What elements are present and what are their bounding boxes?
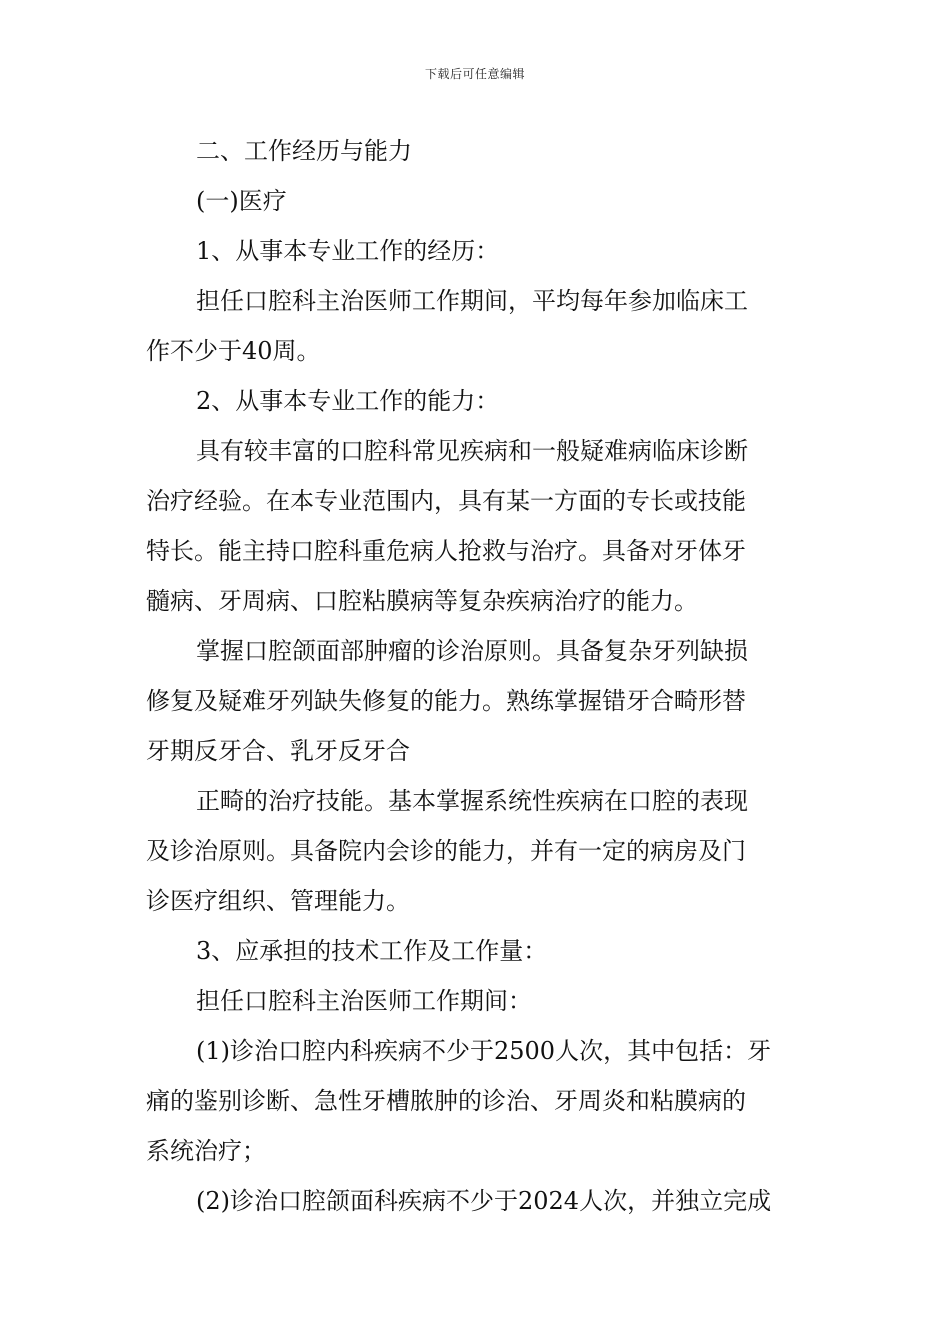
page-header: 下载后可任意编辑	[424, 67, 525, 81]
item3-intro: 担任口腔科主治医师工作期间：	[196, 987, 532, 1015]
item1-text-line: 作不少于40周。	[146, 337, 321, 365]
item2-text-line: 特长。能主持口腔科重危病人抢救与治疗。具备对牙体牙	[146, 537, 746, 565]
subsection-heading: (一)医疗	[196, 187, 287, 215]
item3-title: 3、应承担的技术工作及工作量：	[196, 937, 548, 965]
item3-text-line: 系统治疗；	[146, 1137, 266, 1165]
item3-text-line: (2)诊治口腔颌面科疾病不少于2024人次，并独立完成	[196, 1187, 772, 1215]
item2-text-line: 具有较丰富的口腔科常见疾病和一般疑难病临床诊断	[196, 437, 748, 465]
item2-text-line: 牙期反牙合、乳牙反牙合	[146, 737, 410, 765]
item2-text-line: 诊医疗组织、管理能力。	[146, 887, 410, 915]
item2-text-line: 掌握口腔颌面部肿瘤的诊治原则。具备复杂牙列缺损	[196, 637, 748, 665]
item2-text-line: 修复及疑难牙列缺失修复的能力。熟练掌握错牙合畸形替	[146, 687, 746, 715]
item3-text-line: (1)诊治口腔内科疾病不少于2500人次，其中包括：牙	[196, 1037, 772, 1065]
item1-title: 1、从事本专业工作的经历：	[196, 237, 500, 265]
item3-text-line: 痛的鉴别诊断、急性牙槽脓肿的诊治、牙周炎和粘膜病的	[146, 1087, 746, 1115]
item2-title: 2、从事本专业工作的能力：	[196, 387, 500, 415]
document-body	[146, 126, 806, 1226]
item2-text-line: 治疗经验。在本专业范围内，具有某一方面的专长或技能	[146, 487, 746, 515]
item2-text-line: 正畸的治疗技能。基本掌握系统性疾病在口腔的表现	[196, 787, 748, 815]
item2-text-line: 髓病、牙周病、口腔粘膜病等复杂疾病治疗的能力。	[146, 587, 698, 615]
item1-text-line: 担任口腔科主治医师工作期间，平均每年参加临床工	[196, 287, 748, 315]
item2-text-line: 及诊治原则。具备院内会诊的能力，并有一定的病房及门	[146, 837, 746, 865]
section-heading: 二、工作经历与能力	[196, 137, 412, 165]
